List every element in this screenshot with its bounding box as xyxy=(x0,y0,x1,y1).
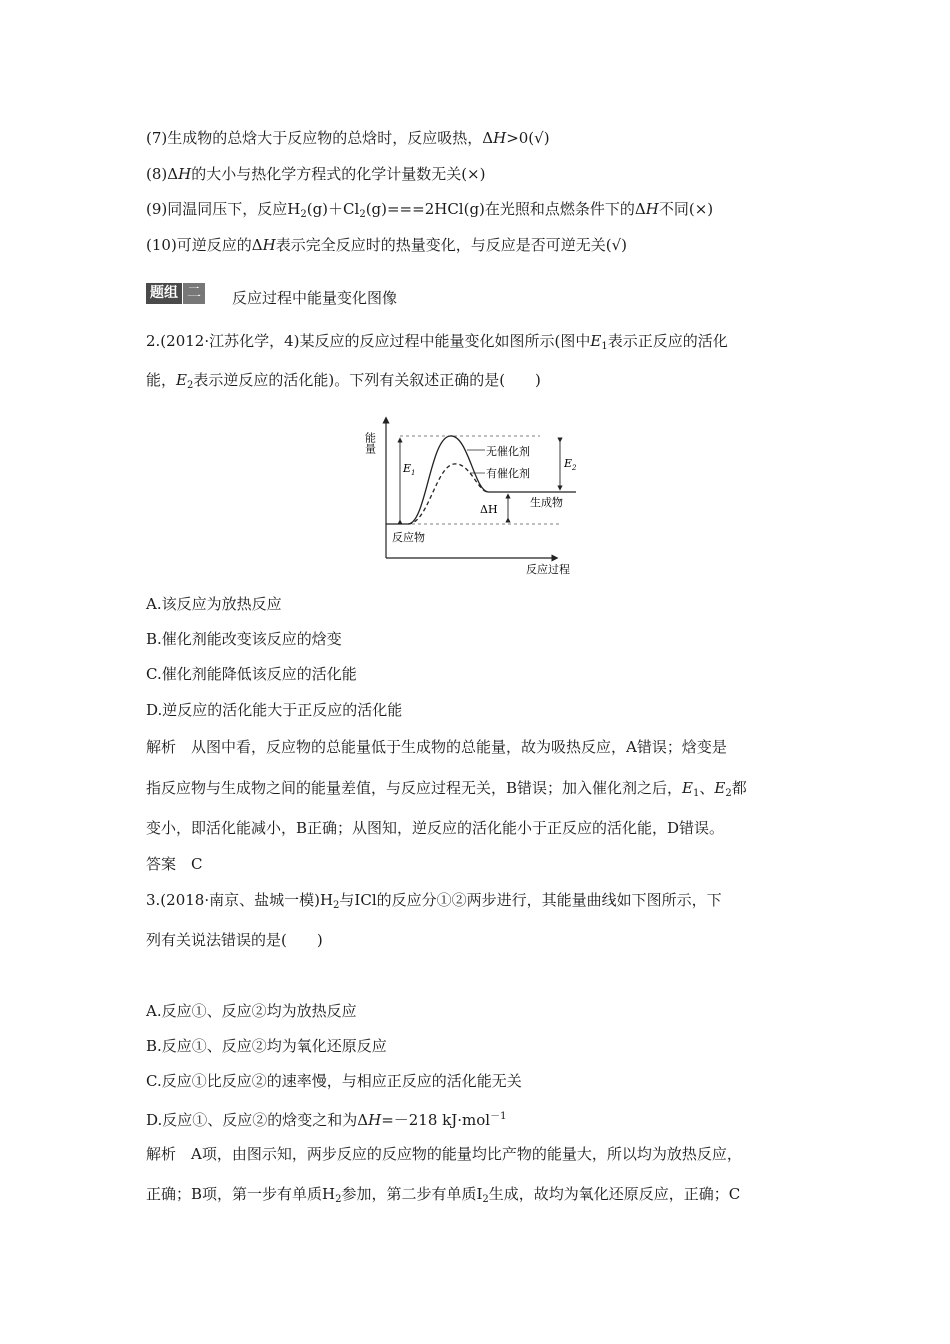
item-10: (10)可逆反应的ΔH表示完全反应时的热量变化，与反应是否可逆无关(√) xyxy=(146,236,627,254)
q3-analysis-line1: 解析 A项，由图示知，两步反应的反应物的能量均比产物的能量大，所以均为放热反应， xyxy=(146,1145,742,1163)
q2-stem-line1: 2.(2012·江苏化学，4)某反应的反应过程中能量变化如图所示(图中$E_1$表示正反应的活化 xyxy=(146,332,728,352)
q3-analysis-label: 解析 xyxy=(146,1145,177,1163)
item-9: (9)同温同压下，反应$H_2(g)+Cl_2(g)===2HCl(g)$在光照和点燃条件下的ΔH不同(×) xyxy=(146,200,714,220)
curve-no-catalyst xyxy=(408,436,488,524)
q3-option-a: A.反应①、反应②均为放热反应 xyxy=(146,1002,357,1020)
q2-analysis-line1: 解析 从图中看，反应物的总能量低于生成物的总能量，故为吸热反应，A错误；焓变是 xyxy=(146,738,727,756)
q2-stem-line2: 能，$E_2$表示逆反应的活化能)。下列有关叙述正确的是( ) xyxy=(146,371,541,391)
no-catalyst-label: 无催化剂 xyxy=(486,445,530,458)
q3-stem-line2: 列有关说法错误的是( ) xyxy=(146,931,323,949)
q3-option-c: C.反应①比反应②的速率慢，与相应正反应的活化能无关 xyxy=(146,1072,522,1090)
q2-answer: 答案 C xyxy=(146,855,203,873)
x-axis-label: 反应过程 xyxy=(526,563,570,576)
q2-analysis-label: 解析 xyxy=(146,738,177,756)
energy-diagram xyxy=(360,410,590,580)
dh-label: ΔH xyxy=(480,503,498,516)
q2-option-c: C.催化剂能降低该反应的活化能 xyxy=(146,665,357,683)
group-title: 反应过程中能量变化图像 xyxy=(232,289,398,307)
group-badge-number: 二 xyxy=(183,283,205,304)
q3-stem-line1: 3.(2018·南京、盐城一模)$H_2$与ICl的反应分①②两步进行，其能量曲线如下图所示，下 xyxy=(146,891,722,911)
item-8: (8)ΔH的大小与热化学方程式的化学计量数无关(×) xyxy=(146,165,486,183)
y-axis-label: 能量 xyxy=(363,432,377,454)
product-label: 生成物 xyxy=(530,496,563,509)
q2-analysis-line2: 指反应物与生成物之间的能量差值，与反应过程无关，B错误；加入催化剂之后，$E_1$、$E_2$都 xyxy=(146,779,747,799)
reactant-label: 反应物 xyxy=(392,531,425,544)
q2-analysis-line3: 变小，即活化能减小，B正确；从图知，逆反应的活化能小于正反应的活化能，D错误。 xyxy=(146,819,725,837)
q2-option-b: B.催化剂能改变该反应的焓变 xyxy=(146,630,342,648)
q3-option-d: D.反应①、反应②的焓变之和为ΔH=－218 kJ·mol$^{-1}$ xyxy=(146,1111,507,1129)
with-catalyst-label: 有催化剂 xyxy=(486,467,530,480)
group-badge-label: 题组 xyxy=(146,283,182,304)
item-7: (7)生成物的总焓大于反应物的总焓时，反应吸热，ΔH>0(√) xyxy=(146,129,550,147)
q2-option-d: D.逆反应的活化能大于正反应的活化能 xyxy=(146,701,403,719)
q3-option-b: B.反应①、反应②均为氧化还原反应 xyxy=(146,1037,387,1055)
q2-option-a: A.该反应为放热反应 xyxy=(146,595,282,613)
e1-label: $E_1$ xyxy=(403,462,416,477)
e2-label: $E_2$ xyxy=(564,457,577,472)
q3-analysis-line2: 正确；B项，第一步有单质$H_2$参加，第二步有单质$I_2$生成，故均为氧化还原反应，正确；C xyxy=(146,1185,741,1205)
group-badge xyxy=(146,283,205,304)
